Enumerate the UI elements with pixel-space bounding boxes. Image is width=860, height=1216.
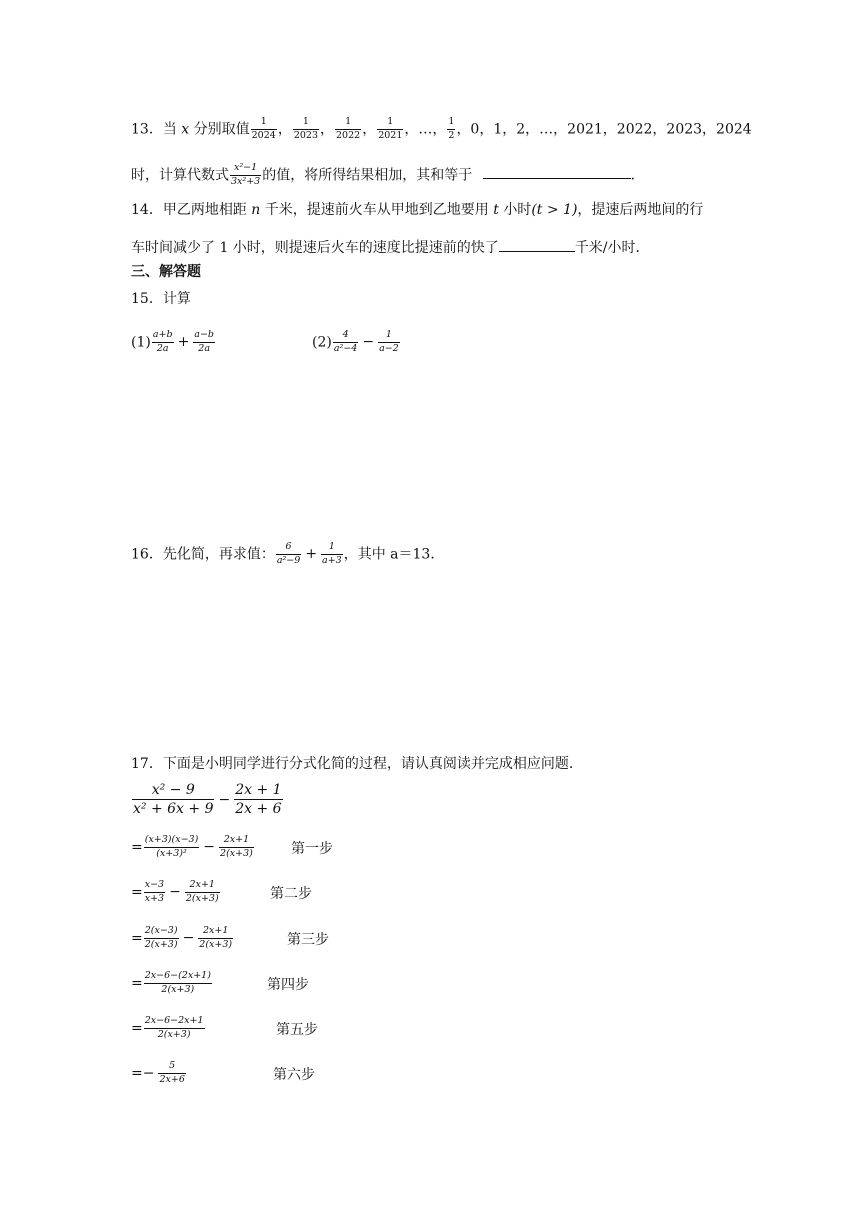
q17-step-1-op: − — [203, 839, 216, 856]
q15-title: 15．计算 — [131, 291, 191, 307]
q14-var-t: t — [493, 202, 499, 218]
q15-p2-frac1: $\frac{4}{\text{a²−4}}$ — [333, 329, 358, 354]
q17-step-3 — [131, 926, 234, 951]
q14-line2 — [131, 241, 650, 255]
q17-step-3-op: − — [182, 930, 195, 947]
q14-cond: (t > 1) — [531, 202, 578, 218]
q13-frac-2023: $\frac{1}{2023}$ — [293, 116, 319, 141]
q17-step-2-label: 第二步 — [270, 886, 312, 902]
q17-step-4-label: 第四步 — [267, 977, 309, 993]
q17-step-2 — [131, 880, 221, 905]
q17-title: 17．下面是小明同学进行分式化简的过程，请认真阅读并完成相应问题． — [131, 756, 583, 772]
q13-line2-prefix: 时，计算代数式 — [131, 167, 229, 184]
q17-step-1-frac1: $\frac{(x+3)(x-3)}{\text{(x+3)²}}$ — [144, 834, 199, 859]
q13-number: 13． — [131, 121, 163, 138]
q17-step-2-eq: = — [131, 884, 143, 901]
q13-answer-blank[interactable] — [483, 177, 631, 179]
q13-ellipsis: …， — [418, 121, 447, 138]
q13-frac-2022: $\frac{1}{2022}$ — [336, 116, 361, 141]
q17-step-2-op: − — [169, 884, 181, 901]
q15-p1-op: + — [177, 334, 190, 351]
q15-p1-frac1: $\frac{a+b}{2a}$ — [152, 329, 173, 354]
q17-step-4-eq: = — [131, 975, 143, 992]
q13-frac-2024: $\frac{1}{2024}$ — [251, 116, 276, 141]
q16-suffix: ，其中 a＝13． — [343, 546, 445, 563]
q13-values-tail: ，0，1，2，…，2021，2022，2023，2024 — [456, 121, 752, 138]
q17-step-6-eq: =− — [131, 1065, 155, 1082]
q14-number: 14． — [131, 202, 163, 218]
q16-frac2: $\frac{1}{a+3}$ — [322, 541, 342, 566]
q13-end: . — [630, 167, 636, 184]
q17-step-6-frac1: $\frac{5}{2x+6}$ — [159, 1060, 185, 1085]
q14-text3: 小时 — [503, 202, 532, 218]
q17-step-5-eq: = — [131, 1020, 143, 1037]
q17-step-5-label: 第五步 — [276, 1022, 318, 1038]
q17-orig-op: − — [218, 791, 231, 808]
q17-step-3-label: 第三步 — [287, 932, 329, 948]
q17-step-5-frac1: $\frac{2x-6-2x+1}{2(x+3)}$ — [144, 1015, 204, 1040]
q17-step-2-frac1: $\frac{x-3}{x+3}$ — [144, 879, 165, 904]
q17-step-1-label: 第一步 — [291, 841, 333, 857]
q14-var-n: n — [251, 202, 261, 218]
q13-prefix: 当 — [162, 121, 177, 138]
q17-step-6-label: 第六步 — [273, 1067, 315, 1083]
q16-number: 16．先化简，再求值： — [131, 546, 275, 563]
q15-part2 — [312, 330, 401, 355]
q14-line1 — [131, 203, 703, 217]
q17-step-3-frac1: $\frac{2(x-3)}{2(x+3)}$ — [144, 925, 178, 950]
q17-step-1 — [131, 835, 255, 860]
q16-frac1: $\frac{6}{\text{a²−9}}$ — [276, 541, 301, 566]
q17-step-1-frac2: $\frac{2x+1}{2(x+3)}$ — [220, 834, 253, 859]
q17-step-3-eq: = — [131, 930, 143, 947]
q13-frac-half: $\frac{1}{2}$ — [448, 116, 455, 141]
q17-original-expression — [131, 782, 284, 817]
q13-line1: 13．当 x 分别取值 $\frac{1}{2024}$ ， $\frac{1}{2023}$ ， $\frac{1}{2022}$ ， $\frac{1}{2021}$ ，…， $\frac{1}{2}$ ，0，1，2，…，2021，2022，2023，2024 — [131, 116, 752, 141]
q14-text4: ，提速后两地间的行 — [577, 202, 704, 218]
q16-line — [131, 542, 444, 567]
q14-line2b: 千米/小时． — [574, 240, 650, 256]
q14-line2a: 车时间减少了 1 小时，则提速后火车的速度比提速前的快了 — [131, 240, 499, 256]
q13-line2 — [131, 163, 635, 188]
q17-step-4 — [131, 971, 213, 996]
q17-step-4-frac1: $\frac{2x-6-(2x+1)}{2(x+3)}$ — [144, 970, 211, 995]
q14-text1: 甲乙两地相距 — [162, 202, 247, 218]
q15-p2-op: − — [362, 334, 375, 351]
q14-text2: 千米，提速前火车从甲地到乙地要用 — [264, 202, 489, 218]
q13-line2-suffix: 的值，将所得结果相加，其和等于 — [262, 167, 473, 184]
q17-step-6 — [131, 1061, 187, 1086]
q13-frac-2021: $\frac{1}{2021}$ — [378, 116, 403, 141]
q16-op: + — [305, 546, 318, 563]
q17-step-2-frac2: $\frac{2x+1}{2(x+3)}$ — [185, 879, 219, 904]
q17-orig-frac1: $\frac{\text{x² − 9}}{\text{x² + 6x + 9}}$ — [133, 782, 214, 818]
q15-p1-label: (1) — [131, 334, 151, 351]
q15-p2-frac2: $\frac{1}{a-2}$ — [379, 329, 399, 354]
q17-orig-frac2: $\frac{2x + 1}{2x + 6}$ — [235, 782, 282, 818]
q14-answer-blank[interactable] — [499, 250, 575, 252]
q17-step-1-eq: = — [131, 839, 143, 856]
q17-step-5 — [131, 1016, 206, 1041]
q13-var-x: x — [181, 121, 190, 138]
section-title: 三、解答题 — [131, 264, 201, 280]
q17-step-3-frac2: $\frac{2x+1}{2(x+3)}$ — [199, 925, 233, 950]
q13-mid: 分别取值 — [193, 121, 250, 138]
q13-expr: $\frac{\text{x²−1}}{\text{3x²+3}}$ — [231, 162, 261, 187]
q15-p1-frac2: $\frac{a-b}{2a}$ — [194, 329, 215, 354]
q15-part1 — [131, 330, 216, 355]
q15-p2-label: (2) — [312, 334, 332, 351]
